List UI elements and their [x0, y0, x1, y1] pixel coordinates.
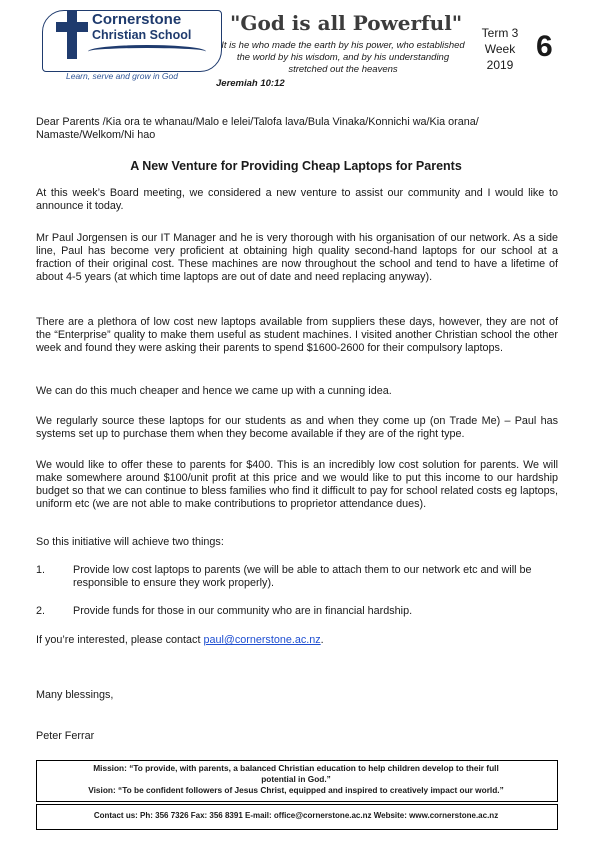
school-name-line2: Christian School [92, 28, 192, 42]
closing: Many blessings, [36, 689, 114, 701]
motto-title: "God is all Powerful" [230, 11, 463, 35]
week-number: 6 [536, 30, 553, 63]
logo-swoosh [88, 45, 206, 58]
term-info [477, 25, 523, 73]
motto-reference: Jeremiah 10:12 [216, 78, 285, 89]
vision-statement: Vision: “To be confident followers of Jesus Christ, equipped and inspired to creatively impact our world.” [88, 785, 504, 795]
mission-statement: Mission: “To provide, with parents, a balanced Christian education to help children develop to their full potential in God.” [93, 763, 499, 784]
list-item: Provide funds for those in our community who are in financial hardship. [73, 605, 413, 617]
year-label: 2019 [486, 58, 514, 72]
contact-email-link[interactable]: paul@cornerstone.ac.nz [203, 634, 321, 646]
list-item: Provide low cost laptops to parents (we will be able to attach them to our network etc and will be responsible to ensure they work properly). [73, 564, 532, 589]
list-number: 2. [36, 605, 46, 617]
contact-prefix: If you’re interested, please contact [36, 634, 204, 646]
week-label: Week [484, 42, 516, 56]
school-name-line1: Cornerstone [92, 11, 182, 28]
paragraph: At this week’s Board meeting, we considered a new venture to assist our community and I would like to announce it today. [36, 187, 558, 212]
motto-verse: It is he who made the earth by his power, who established the world by his wisdom, and by his understanding stretched out the heavens [221, 40, 465, 75]
paragraph: So this initiative will achieve two things: [36, 536, 224, 548]
article-heading: A New Venture for Providing Cheap Laptops for Parents [130, 159, 462, 173]
signature: Peter Ferrar [36, 730, 95, 742]
paragraph: Mr Paul Jorgensen is our IT Manager and he is very thorough with his organisation of our network. As a side line, Paul has become very proficient at obtaining high quality second-hand laptops for our school at a fraction of their original cost. These machines are now throughout the school and tend to have a lifetime of about 4-5 years (at which time laptops are out of date and need replacing anyway). [36, 232, 558, 283]
list-number: 1. [36, 564, 46, 576]
greeting: Dear Parents /Kia ora te whanau/Malo e lelei/Talofa lava/Bula Vinaka/Konnichi wa/Kia orana/ Namaste/Welkom/Ni hao [36, 116, 479, 141]
cross-icon [56, 11, 88, 59]
term-label: Term 3 [481, 26, 519, 40]
paragraph: There are a plethora of low cost new laptops available from suppliers these days, however, they are not of the “Enterprise” quality to make them useful as student machines. I visited another Christian school the other week and found they were asking their parents to spend $1600-2600 for their compulsory laptops. [36, 316, 558, 354]
contact-details: Contact us: Ph: 356 7326 Fax: 356 8391 E-mail: office@cornerstone.ac.nz Website: www.cornerstone.ac.nz [93, 811, 499, 820]
contact-suffix: . [320, 634, 324, 646]
school-tagline: Learn, serve and grow in God [66, 71, 178, 81]
contact-paragraph [36, 634, 558, 647]
paragraph: We can do this much cheaper and hence we came up with a cunning idea. [36, 385, 392, 397]
paragraph: We regularly source these laptops for our students as and when they come up (on Trade Me) – Paul has systems set up to purchase them when they become available if they are of the right type. [36, 415, 558, 440]
paragraph: We would like to offer these to parents for $400. This is an incredibly low cost solution for parents. We will make somewhere around $100/unit profit at this price and we would like to put this income to our hardship budget so that we can continue to bless families who find it difficult to pay for school related costs eg laptops, uniform etc (we are not able to make contributions to proprietor attendance dues). [36, 459, 558, 510]
